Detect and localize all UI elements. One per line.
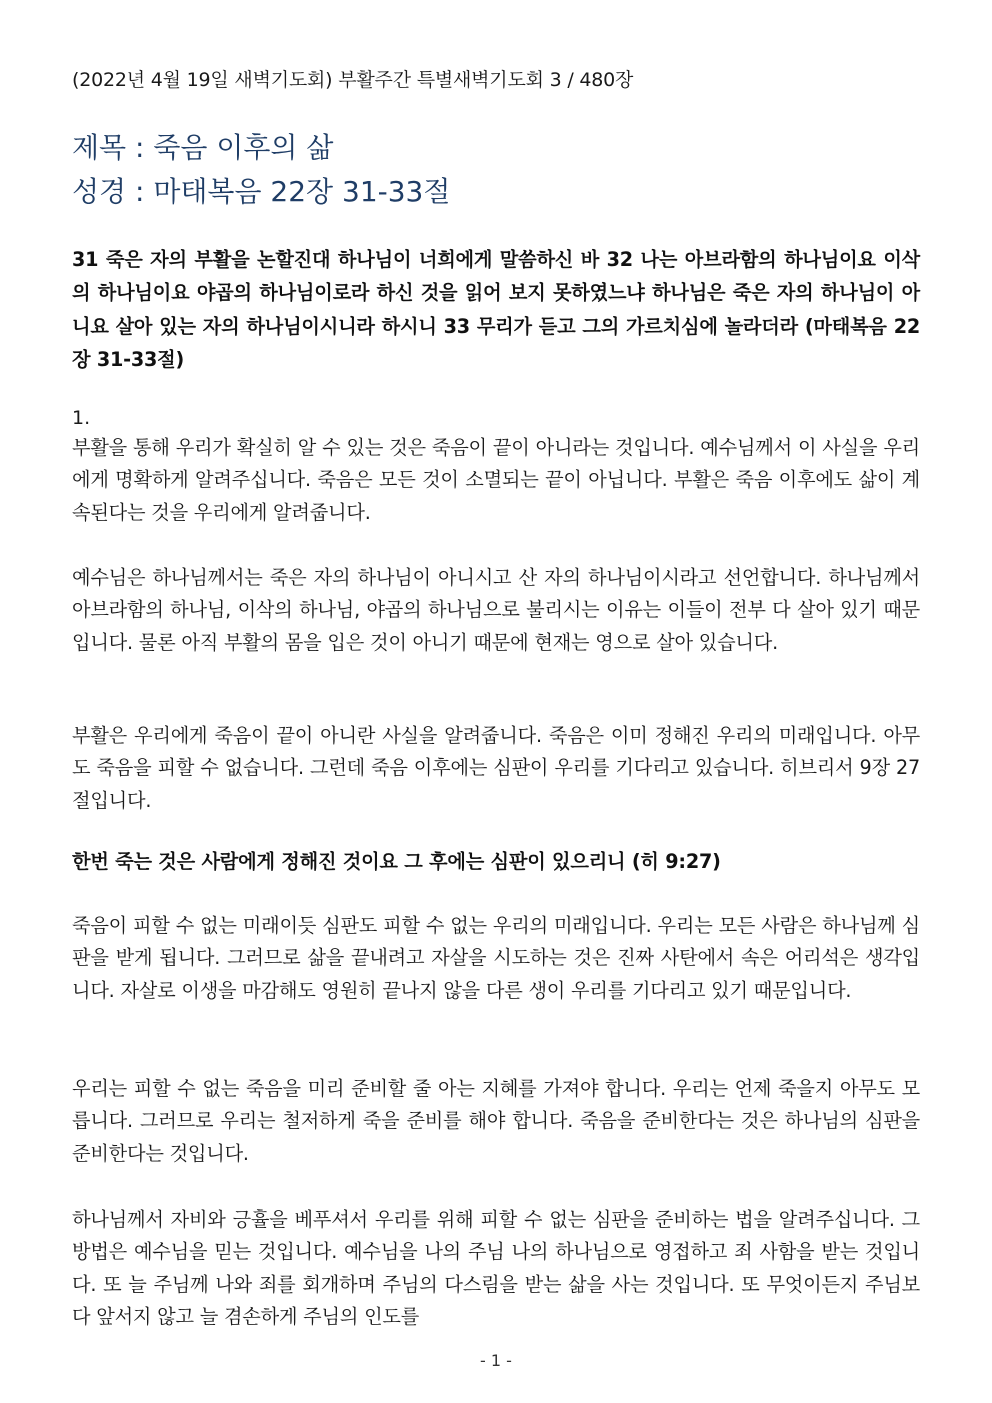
body-paragraph: 죽음이 피할 수 없는 미래이듯 심판도 피할 수 없는 우리의 미래입니다. 우리는 모든 사람은 하나님께 심판을 받게 됩니다. 그러므로 삶을 끝내려고 자살을 시도하는 것은 진짜 사탄에서 속은 어리석은 생각입니다. 자살로 이생을 마감해도 영원히 끝나지 않을 다른 생이 우리를 기다리고 있기 때문입니다. — [72, 914, 920, 1002]
scripture-verse-text: 31 죽은 자의 부활을 논할진대 하나님이 너희에게 말씀하신 바 32 나는 아브라함의 하나님이요 이삭의 하나님이요 야곱의 하나님이로라 하신 것을 읽어 보지 못하였느냐 하나님은 죽은 자의 하나님이 아니요 살아 있는 자의 하나님이시니라 하시니 33 무리가 듣고 그의 가르치심에 놀라더라 (마태복음 22장 31-33절) — [72, 248, 920, 371]
body-paragraph: 부활을 통해 우리가 확실히 알 수 있는 것은 죽음이 끝이 아니라는 것입니다. 예수님께서 이 사실을 우리에게 명확하게 알려주십니다. 죽음은 모든 것이 소멸되는 끝이 아닙니다. 부활은 죽음 이후에도 삶이 계속된다는 것을 우리에게 알려줍니다. — [72, 436, 920, 524]
scripture-reference: 성경 : 마태복음 22장 31-33절 — [72, 175, 451, 208]
body-paragraph: 예수님은 하나님께서는 죽은 자의 하나님이 아니시고 산 자의 하나님이시라고 선언합니다. 하나님께서 아브라함의 하나님, 이삭의 하나님, 야곱의 하나님으로 불리시는 이유는 이들이 전부 다 살아 있기 때문입니다. 물론 아직 부활의 몸을 입은 것이 아니기 때문에 현재는 영으로 살아 있습니다. — [72, 566, 920, 654]
scripture-quote: 한번 죽는 것은 사람에게 정해진 것이요 그 후에는 심판이 있으리니 (히 9:27) — [72, 850, 721, 873]
body-paragraph: 부활은 우리에게 죽음이 끝이 아니란 사실을 알려줍니다. 죽음은 이미 정해진 우리의 미래입니다. 아무도 죽음을 피할 수 없습니다. 그런데 죽음 이후에는 심판이 우리를 기다리고 있습니다. 히브리서 9장 27절입니다. — [72, 724, 920, 812]
body-paragraph: 하나님께서 자비와 긍휼을 베푸셔서 우리를 위해 피할 수 없는 심판을 준비하는 법을 알려주십니다. 그 방법은 예수님을 믿는 것입니다. 예수님을 나의 주님 나의 하나님으로 영접하고 죄 사함을 받는 것입니다. 또 늘 주님께 나와 죄를 회개하며 주님의 다스림을 받는 삶을 사는 것입니다. 또 무엇이든지 주님보다 앞서지 않고 늘 겸손하게 주님의 인도를 — [72, 1208, 920, 1329]
service-header: (2022년 4월 19일 새벽기도회) 부활주간 특별새벽기도회 3 / 480장 — [72, 69, 634, 91]
page-number: - 1 - — [480, 1351, 512, 1370]
section-number: 1. — [72, 407, 91, 429]
sermon-title: 제목 : 죽음 이후의 삶 — [72, 131, 334, 164]
body-paragraph: 우리는 피할 수 없는 죽음을 미리 준비할 줄 아는 지혜를 가져야 합니다. 우리는 언제 죽을지 아무도 모릅니다. 그러므로 우리는 철저하게 죽을 준비를 해야 합니다. 죽음을 준비한다는 것은 하나님의 심판을 준비한다는 것입니다. — [72, 1077, 920, 1165]
